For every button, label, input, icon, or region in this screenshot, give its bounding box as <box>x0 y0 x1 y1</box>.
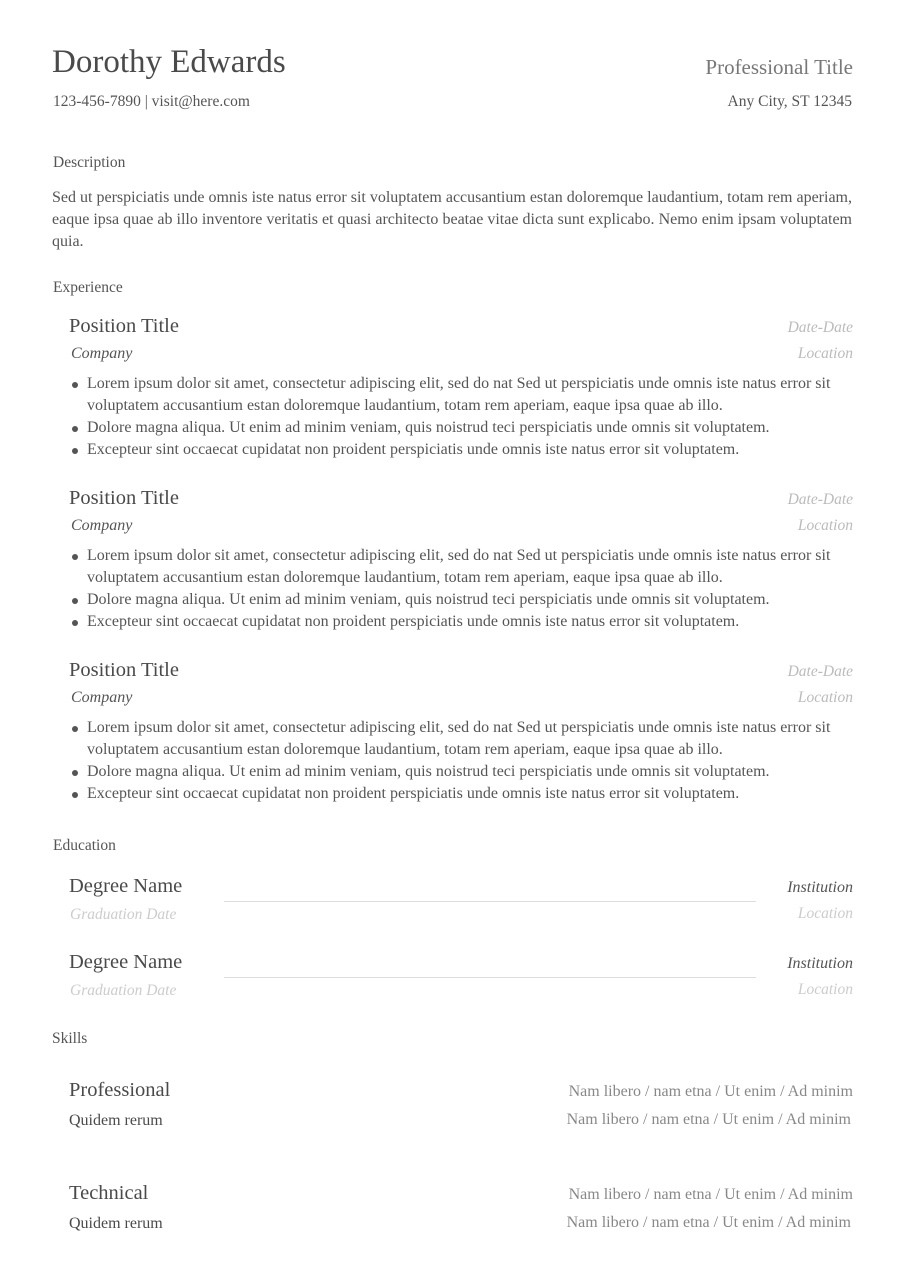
education-entry <box>69 951 853 1001</box>
dates: Date-Date <box>787 319 853 336</box>
candidate-name: Dorothy Edwards <box>52 44 286 80</box>
position-title: Position Title <box>69 659 179 681</box>
contact-info: 123-456-7890 | visit@here.com <box>53 93 250 110</box>
bullet-item: Dolore magna aliqua. Ut enim ad minim veniam, quis noistrud teci perspiciatis unde omnis sit voluptatem. <box>87 417 853 439</box>
education-entry <box>69 875 853 925</box>
graduation-date: Graduation Date <box>70 906 177 923</box>
skill-subtitle: Quidem rerum <box>69 1112 163 1129</box>
experience-entry <box>69 487 853 647</box>
graduation-date: Graduation Date <box>70 982 177 999</box>
professional-title: Professional Title <box>705 55 853 79</box>
skill-group-title: Professional <box>69 1079 171 1101</box>
job-location: Location <box>797 517 853 534</box>
bullet-item: Excepteur sint occaecat cupidatat non proident perspiciatis unde omnis iste natus error sit voluptatem. <box>87 611 853 633</box>
bullet-item: Excepteur sint occaecat cupidatat non proident perspiciatis unde omnis iste natus error sit voluptatem. <box>87 439 853 461</box>
bullet-item: Dolore magna aliqua. Ut enim ad minim veniam, quis noistrud teci perspiciatis unde omnis sit voluptatem. <box>87 589 853 611</box>
degree-name: Degree Name <box>69 875 183 897</box>
job-location: Location <box>797 689 853 706</box>
dates: Date-Date <box>787 663 853 680</box>
bullet-item: Lorem ipsum dolor sit amet, consectetur adipiscing elit, sed do nat Sed ut perspiciatis unde omnis iste natus error sit voluptatem accusantium estan doloremque laudantium, totam rem aperiam, eaque ipsa quae ab illo. <box>87 717 853 761</box>
bullet-item: Lorem ipsum dolor sit amet, consectetur adipiscing elit, sed do nat Sed ut perspiciatis unde omnis iste natus error sit voluptatem accusantium estan doloremque laudantium, totam rem aperiam, eaque ipsa quae ab illo. <box>87 373 853 417</box>
divider <box>224 977 756 978</box>
bullet-list <box>87 717 853 805</box>
job-location: Location <box>797 345 853 362</box>
bullet-item: Dolore magna aliqua. Ut enim ad minim veniam, quis noistrud teci perspiciatis unde omnis sit voluptatem. <box>87 761 853 783</box>
dates: Date-Date <box>787 491 853 508</box>
description-heading: Description <box>53 154 126 171</box>
company: Company <box>71 517 133 534</box>
education-heading: Education <box>53 837 116 854</box>
skill-list: Nam libero / nam etna / Ut enim / Ad minim <box>566 1214 851 1231</box>
company: Company <box>71 689 133 706</box>
education-location: Location <box>797 981 853 998</box>
experience-entry <box>69 659 853 819</box>
skill-group <box>69 1182 853 1242</box>
bullet-item: Excepteur sint occaecat cupidatat non proident perspiciatis unde omnis iste natus error sit voluptatem. <box>87 783 853 805</box>
experience-entry <box>69 315 853 475</box>
bullet-list <box>87 373 853 461</box>
divider <box>224 901 756 902</box>
position-title: Position Title <box>69 487 179 509</box>
company: Company <box>71 345 133 362</box>
skill-list: Nam libero / nam etna / Ut enim / Ad minim <box>568 1186 853 1203</box>
position-title: Position Title <box>69 315 179 337</box>
skill-group-title: Technical <box>69 1182 149 1204</box>
address: Any City, ST 12345 <box>727 93 852 110</box>
skill-list: Nam libero / nam etna / Ut enim / Ad minim <box>566 1111 851 1128</box>
degree-name: Degree Name <box>69 951 183 973</box>
skill-group <box>69 1079 853 1139</box>
institution: Institution <box>787 879 853 896</box>
skills-heading: Skills <box>52 1030 88 1047</box>
experience-heading: Experience <box>53 279 123 296</box>
institution: Institution <box>787 955 853 972</box>
education-location: Location <box>797 905 853 922</box>
skill-subtitle: Quidem rerum <box>69 1215 163 1232</box>
bullet-list <box>87 545 853 633</box>
description-text: Sed ut perspiciatis unde omnis iste natus error sit voluptatem accusantium estan doloremque laudantium, totam rem aperiam, eaque ipsa quae ab illo inventore veritatis et quasi architecto beatae vitae dicta sunt explicabo. Nemo enim ipsam voluptatem quia. <box>52 189 852 250</box>
skill-list: Nam libero / nam etna / Ut enim / Ad minim <box>568 1083 853 1100</box>
bullet-item: Lorem ipsum dolor sit amet, consectetur adipiscing elit, sed do nat Sed ut perspiciatis unde omnis iste natus error sit voluptatem accusantium estan doloremque laudantium, totam rem aperiam, eaque ipsa quae ab illo. <box>87 545 853 589</box>
